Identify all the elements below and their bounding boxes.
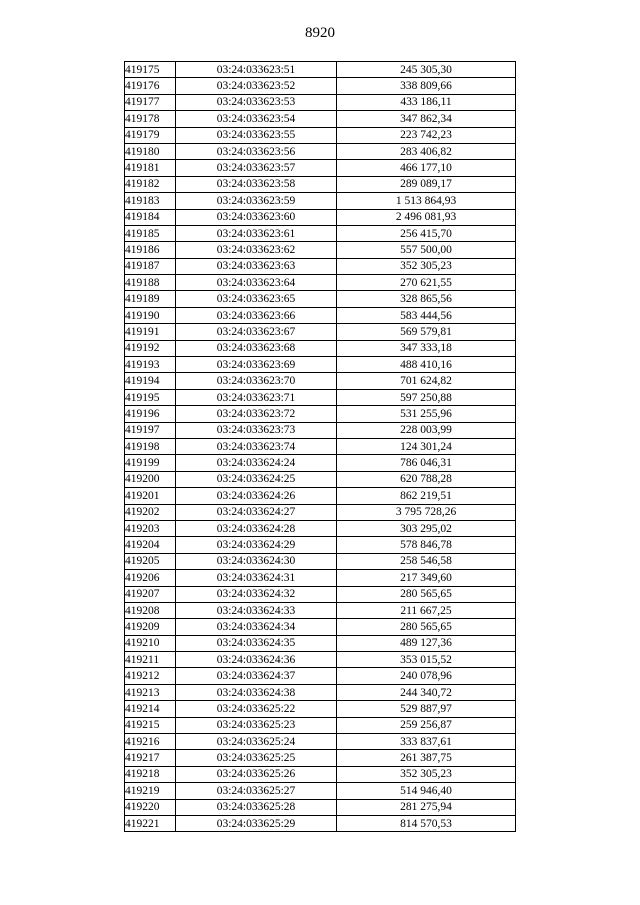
row-number-cell: 419197 <box>125 422 176 438</box>
table-row <box>125 340 516 356</box>
value-cell: 338 809,66 <box>337 78 516 94</box>
cadastral-number-cell: 03:24:033623:55 <box>176 127 337 143</box>
row-number-cell: 419210 <box>125 635 176 651</box>
row-number-cell: 419206 <box>125 570 176 586</box>
table-row <box>125 586 516 602</box>
table-row <box>125 143 516 159</box>
row-number-cell: 419195 <box>125 389 176 405</box>
cadastral-number-cell: 03:24:033623:53 <box>176 94 337 110</box>
cadastral-number-cell: 03:24:033623:57 <box>176 160 337 176</box>
table-row <box>125 422 516 438</box>
value-cell: 583 444,56 <box>337 307 516 323</box>
row-number-cell: 419189 <box>125 291 176 307</box>
table-row <box>125 766 516 782</box>
cadastral-number-cell: 03:24:033625:28 <box>176 799 337 815</box>
row-number-cell: 419203 <box>125 520 176 536</box>
cadastral-number-cell: 03:24:033623:64 <box>176 275 337 291</box>
cadastral-number-cell: 03:24:033623:73 <box>176 422 337 438</box>
row-number-cell: 419198 <box>125 438 176 454</box>
value-cell: 281 275,94 <box>337 799 516 815</box>
table-row <box>125 570 516 586</box>
cadastral-number-cell: 03:24:033624:36 <box>176 652 337 668</box>
row-number-cell: 419208 <box>125 602 176 618</box>
row-number-cell: 419191 <box>125 324 176 340</box>
value-cell: 223 742,23 <box>337 127 516 143</box>
cadastral-number-cell: 03:24:033623:52 <box>176 78 337 94</box>
table-row <box>125 242 516 258</box>
table-row <box>125 734 516 750</box>
table-row <box>125 209 516 225</box>
value-cell: 578 846,78 <box>337 537 516 553</box>
cadastral-number-cell: 03:24:033623:59 <box>176 193 337 209</box>
value-cell: 217 349,60 <box>337 570 516 586</box>
cadastral-number-cell: 03:24:033624:34 <box>176 619 337 635</box>
cadastral-number-cell: 03:24:033623:61 <box>176 225 337 241</box>
cadastral-number-cell: 03:24:033623:62 <box>176 242 337 258</box>
row-number-cell: 419199 <box>125 455 176 471</box>
row-number-cell: 419219 <box>125 783 176 799</box>
value-cell: 786 046,31 <box>337 455 516 471</box>
value-cell: 228 003,99 <box>337 422 516 438</box>
cadastral-number-cell: 03:24:033623:70 <box>176 373 337 389</box>
table-row <box>125 668 516 684</box>
value-cell: 514 946,40 <box>337 783 516 799</box>
table-row <box>125 537 516 553</box>
row-number-cell: 419216 <box>125 734 176 750</box>
cadastral-number-cell: 03:24:033624:29 <box>176 537 337 553</box>
cadastral-number-cell: 03:24:033623:65 <box>176 291 337 307</box>
cadastral-number-cell: 03:24:033623:66 <box>176 307 337 323</box>
value-cell: 569 579,81 <box>337 324 516 340</box>
cadastral-number-cell: 03:24:033624:35 <box>176 635 337 651</box>
value-cell: 244 340,72 <box>337 684 516 700</box>
table-row <box>125 471 516 487</box>
value-cell: 270 621,55 <box>337 275 516 291</box>
value-cell: 240 078,96 <box>337 668 516 684</box>
cadastral-number-cell: 03:24:033624:37 <box>176 668 337 684</box>
row-number-cell: 419212 <box>125 668 176 684</box>
value-cell: 352 305,23 <box>337 766 516 782</box>
row-number-cell: 419185 <box>125 225 176 241</box>
table-row <box>125 62 516 78</box>
table-row <box>125 258 516 274</box>
row-number-cell: 419201 <box>125 488 176 504</box>
table-row <box>125 799 516 815</box>
row-number-cell: 419207 <box>125 586 176 602</box>
cadastral-number-cell: 03:24:033623:54 <box>176 111 337 127</box>
row-number-cell: 419200 <box>125 471 176 487</box>
table-row <box>125 127 516 143</box>
row-number-cell: 419218 <box>125 766 176 782</box>
cadastral-number-cell: 03:24:033624:25 <box>176 471 337 487</box>
table-row <box>125 504 516 520</box>
cadastral-number-cell: 03:24:033624:32 <box>176 586 337 602</box>
table-row <box>125 438 516 454</box>
row-number-cell: 419181 <box>125 160 176 176</box>
row-number-cell: 419192 <box>125 340 176 356</box>
value-cell: 2 496 081,93 <box>337 209 516 225</box>
row-number-cell: 419194 <box>125 373 176 389</box>
table-row <box>125 750 516 766</box>
row-number-cell: 419211 <box>125 652 176 668</box>
table-row <box>125 373 516 389</box>
value-cell: 258 546,58 <box>337 553 516 569</box>
value-cell: 347 333,18 <box>337 340 516 356</box>
cadastral-number-cell: 03:24:033623:68 <box>176 340 337 356</box>
table-row <box>125 357 516 373</box>
row-number-cell: 419214 <box>125 701 176 717</box>
cadastral-value-table <box>124 61 516 832</box>
cadastral-number-cell: 03:24:033623:69 <box>176 357 337 373</box>
cadastral-number-cell: 03:24:033623:60 <box>176 209 337 225</box>
value-cell: 347 862,34 <box>337 111 516 127</box>
table-row <box>125 717 516 733</box>
value-cell: 280 565,65 <box>337 586 516 602</box>
value-cell: 261 387,75 <box>337 750 516 766</box>
cadastral-number-cell: 03:24:033625:29 <box>176 815 337 831</box>
row-number-cell: 419184 <box>125 209 176 225</box>
row-number-cell: 419217 <box>125 750 176 766</box>
row-number-cell: 419204 <box>125 537 176 553</box>
table-row <box>125 488 516 504</box>
table-row <box>125 389 516 405</box>
value-cell: 488 410,16 <box>337 357 516 373</box>
table-row <box>125 307 516 323</box>
value-cell: 124 301,24 <box>337 438 516 454</box>
value-cell: 466 177,10 <box>337 160 516 176</box>
table-row <box>125 553 516 569</box>
cadastral-number-cell: 03:24:033625:22 <box>176 701 337 717</box>
value-cell: 3 795 728,26 <box>337 504 516 520</box>
value-cell: 597 250,88 <box>337 389 516 405</box>
cadastral-number-cell: 03:24:033624:31 <box>176 570 337 586</box>
cadastral-number-cell: 03:24:033624:33 <box>176 602 337 618</box>
row-number-cell: 419213 <box>125 684 176 700</box>
value-cell: 353 015,52 <box>337 652 516 668</box>
page-number: 8920 <box>305 25 335 41</box>
value-cell: 256 415,70 <box>337 225 516 241</box>
table-row <box>125 815 516 831</box>
value-cell: 557 500,00 <box>337 242 516 258</box>
row-number-cell: 419188 <box>125 275 176 291</box>
cadastral-number-cell: 03:24:033624:28 <box>176 520 337 536</box>
row-number-cell: 419215 <box>125 717 176 733</box>
table-row <box>125 275 516 291</box>
value-cell: 489 127,36 <box>337 635 516 651</box>
row-number-cell: 419180 <box>125 143 176 159</box>
table-row <box>125 94 516 110</box>
row-number-cell: 419175 <box>125 62 176 78</box>
row-number-cell: 419186 <box>125 242 176 258</box>
cadastral-number-cell: 03:24:033625:23 <box>176 717 337 733</box>
row-number-cell: 419187 <box>125 258 176 274</box>
table-row <box>125 602 516 618</box>
table-row <box>125 324 516 340</box>
value-cell: 259 256,87 <box>337 717 516 733</box>
table-row <box>125 291 516 307</box>
row-number-cell: 419178 <box>125 111 176 127</box>
row-number-cell: 419202 <box>125 504 176 520</box>
table-row <box>125 652 516 668</box>
table-body <box>125 62 516 832</box>
value-cell: 620 788,28 <box>337 471 516 487</box>
cadastral-number-cell: 03:24:033625:24 <box>176 734 337 750</box>
cadastral-number-cell: 03:24:033623:71 <box>176 389 337 405</box>
cadastral-number-cell: 03:24:033623:74 <box>176 438 337 454</box>
cadastral-number-cell: 03:24:033625:25 <box>176 750 337 766</box>
value-cell: 862 219,51 <box>337 488 516 504</box>
row-number-cell: 419193 <box>125 357 176 373</box>
table-row <box>125 160 516 176</box>
value-cell: 433 186,11 <box>337 94 516 110</box>
cadastral-number-cell: 03:24:033624:26 <box>176 488 337 504</box>
value-cell: 333 837,61 <box>337 734 516 750</box>
value-cell: 245 305,30 <box>337 62 516 78</box>
cadastral-number-cell: 03:24:033624:38 <box>176 684 337 700</box>
cadastral-number-cell: 03:24:033623:72 <box>176 406 337 422</box>
value-cell: 1 513 864,93 <box>337 193 516 209</box>
cadastral-number-cell: 03:24:033624:27 <box>176 504 337 520</box>
row-number-cell: 419183 <box>125 193 176 209</box>
table-row <box>125 176 516 192</box>
table-row <box>125 111 516 127</box>
table-row <box>125 619 516 635</box>
value-cell: 531 255,96 <box>337 406 516 422</box>
value-cell: 529 887,97 <box>337 701 516 717</box>
cadastral-number-cell: 03:24:033623:58 <box>176 176 337 192</box>
table-row <box>125 406 516 422</box>
row-number-cell: 419220 <box>125 799 176 815</box>
value-cell: 328 865,56 <box>337 291 516 307</box>
row-number-cell: 419205 <box>125 553 176 569</box>
value-cell: 303 295,02 <box>337 520 516 536</box>
table-row <box>125 78 516 94</box>
row-number-cell: 419182 <box>125 176 176 192</box>
table-row <box>125 701 516 717</box>
value-cell: 289 089,17 <box>337 176 516 192</box>
value-cell: 283 406,82 <box>337 143 516 159</box>
row-number-cell: 419209 <box>125 619 176 635</box>
table-row <box>125 455 516 471</box>
row-number-cell: 419177 <box>125 94 176 110</box>
row-number-cell: 419221 <box>125 815 176 831</box>
table-row <box>125 193 516 209</box>
cadastral-number-cell: 03:24:033625:26 <box>176 766 337 782</box>
table-row <box>125 225 516 241</box>
value-cell: 814 570,53 <box>337 815 516 831</box>
row-number-cell: 419196 <box>125 406 176 422</box>
table-row <box>125 684 516 700</box>
row-number-cell: 419190 <box>125 307 176 323</box>
cadastral-number-cell: 03:24:033624:24 <box>176 455 337 471</box>
cadastral-number-cell: 03:24:033623:51 <box>176 62 337 78</box>
cadastral-number-cell: 03:24:033624:30 <box>176 553 337 569</box>
value-cell: 280 565,65 <box>337 619 516 635</box>
value-cell: 211 667,25 <box>337 602 516 618</box>
value-cell: 352 305,23 <box>337 258 516 274</box>
cadastral-number-cell: 03:24:033623:63 <box>176 258 337 274</box>
cadastral-number-cell: 03:24:033623:67 <box>176 324 337 340</box>
table-row <box>125 635 516 651</box>
cadastral-number-cell: 03:24:033623:56 <box>176 143 337 159</box>
table-row <box>125 520 516 536</box>
row-number-cell: 419176 <box>125 78 176 94</box>
table-row <box>125 783 516 799</box>
row-number-cell: 419179 <box>125 127 176 143</box>
value-cell: 701 624,82 <box>337 373 516 389</box>
cadastral-number-cell: 03:24:033625:27 <box>176 783 337 799</box>
